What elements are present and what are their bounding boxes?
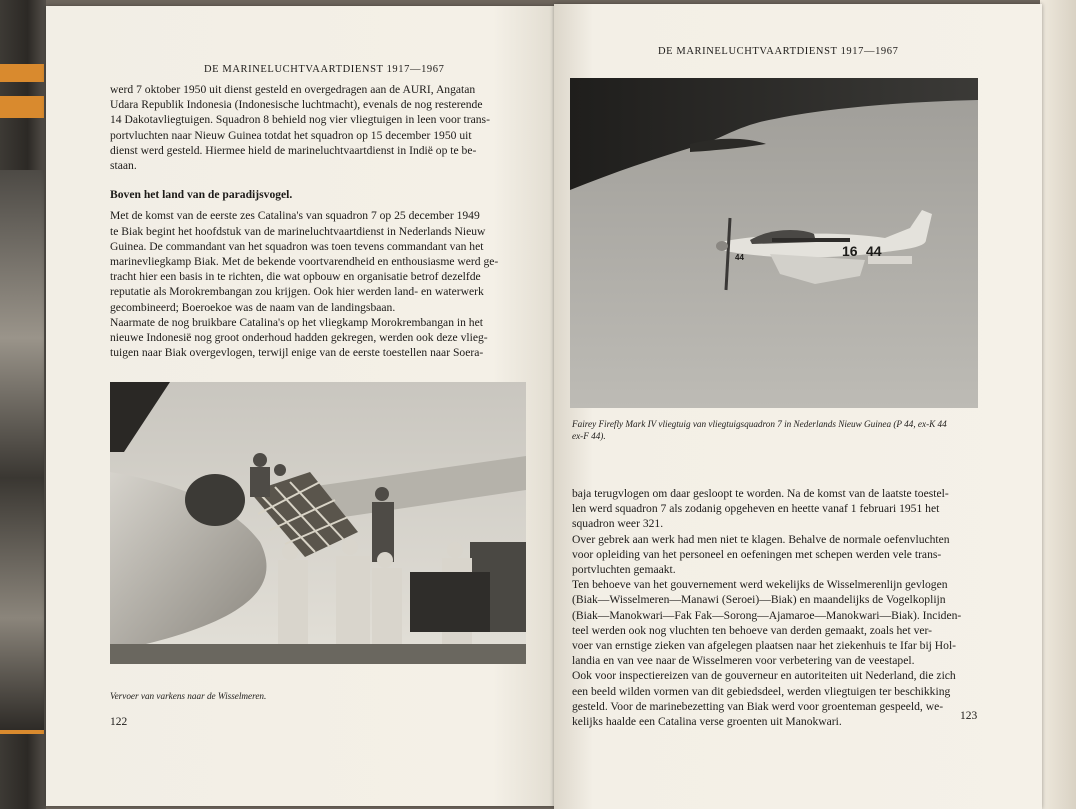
text-line: Udara Republik Indonesia (Indonesische luchtmacht), evenals de nog resterende (110, 98, 483, 112)
text-line: te Biak begint het hoofdstuk van de marineluchtvaartdienst in Nederlands Nieuw (110, 224, 486, 238)
text-line: tracht hier een basis in te richten, die wat opbouw en organisatie betrof dezelfde (110, 270, 481, 284)
photo-caption-right (572, 418, 980, 442)
text-line: reputatie als Morokrembangan zou krijgen. Ook hier werden land- en waterwerk (110, 285, 484, 299)
text-line: portvluchten naar Nieuw Guinea totdat het squadron op 15 december 1950 uit (110, 128, 472, 142)
text-line: (Biak—Manokwari—Fak Fak—Sorong—Ajamaroe—Manokwari—Biak). Inciden- (572, 608, 962, 622)
text-line: staan. (110, 159, 137, 173)
text-line: squadron weer 321. (572, 517, 664, 531)
left-page (46, 6, 554, 806)
text-line: Ten behoeve van het gouvernement werd wekelijks de Wisselmerenlijn gevlogen (572, 578, 948, 592)
photo-firefly-aircraft (570, 78, 978, 408)
text-line: baja terugvlogen om daar gesloopt te worden. Na de komst van de laatste toestel- (572, 487, 949, 500)
text-line: Met de komst van de eerste zes Catalina's van squadron 7 op 25 december 1949 (110, 209, 480, 223)
background-photo-strip (0, 170, 44, 730)
section-heading: Boven het land van de paradijsvogel. (110, 188, 293, 202)
caption-line: ex-F 44). (572, 431, 606, 441)
photo-caption-left: Vervoer van varkens naar de Wisselmeren. (110, 691, 267, 701)
aircraft-fin-code: 16 (842, 243, 858, 259)
text-line: teel werden ook nog vluchten ten behoeve van derden gemaakt, zoals het ver- (572, 623, 932, 637)
text-line: werd 7 oktober 1950 uit dienst gesteld en overgedragen aan de AURI, Angatan (110, 83, 476, 96)
right-page (554, 4, 1042, 809)
text-line: gecombineerd; Boeroekoe was de naam van de landingsbaan. (110, 300, 396, 314)
orange-book-spine (0, 96, 44, 118)
right-body-text (572, 486, 982, 729)
page-number-right: 123 (960, 710, 978, 722)
text-line: Naarmate de nog bruikbare Catalina's op het vliegkamp Morokrembangan in het (110, 315, 483, 329)
text-line: nieuwe Indonesië nog groot onderhoud hadden gekregen, werden ook deze vlieg- (110, 331, 488, 345)
text-line: Ook voor inspectiereizen van de gouverneur en autoriteiten uit Nederland, die zich (572, 669, 956, 683)
background-page-edges (1040, 0, 1076, 809)
orange-book-spine (0, 64, 44, 82)
text-line: len werd squadron 7 als zodanig opgeheven en heette vanaf 1 februari 1951 het (572, 502, 940, 516)
text-line: gesteld. Voor de marinebezetting van Biak werd voor groenteman gespeeld, we- (572, 699, 944, 713)
running-head-left: DE MARINELUCHTVAARTDIENST 1917—1967 (204, 64, 445, 75)
text-line: tuigen naar Biak overgevlogen, terwijl enige van de eerste toestellen naar Soera- (110, 346, 484, 360)
text-line: een beeld wilden vormen van dit gebiedsdeel, werden vliegtuigen ter beschikking (572, 684, 951, 698)
aircraft-nose-code: 44 (735, 253, 744, 262)
text-line: Guinea. De commandant van het squadron was toen tevens commandant van het (110, 239, 484, 253)
text-line: dienst werd gesteld. Hiermee hield de marineluchtvaartdienst in Indië op te be- (110, 143, 477, 157)
text-line: marinevliegkamp Biak. Met de bekende voortvarendheid en enthousiasme werd ge- (110, 255, 499, 269)
page-number-left: 122 (110, 716, 128, 728)
text-line: kelijks haalde een Catalina verse groenten uit Manokwari. (572, 715, 842, 729)
text-line: 14 Dakotavliegtuigen. Squadron 8 behield nog vier vliegtuigen in leen voor trans- (110, 113, 490, 127)
text-line: (Biak—Wisselmeren—Manawi (Seroei)—Biak) en maandelijks de Vogelkoplijn (572, 593, 946, 607)
text-line: voer van ernstige zieken van afgelegen plaatsen naar het ziekenhuis te Ifar bij Hol- (572, 639, 957, 653)
text-line: portvluchten gemaakt. (572, 563, 676, 577)
aircraft-fuselage-code: 44 (866, 243, 882, 259)
running-head-right: DE MARINELUCHTVAARTDIENST 1917—1967 (658, 46, 899, 57)
left-body-text (110, 82, 530, 360)
caption-line: Fairey Firefly Mark IV vliegtuig van vliegtuigsquadron 7 in Nederlands Nieuw Guinea (P 44, ex-K 44 (572, 419, 947, 429)
text-line: Over gebrek aan werk had men niet te klagen. Behalve de normale oefenvluchten (572, 532, 950, 546)
text-line: voor opleiding van het personeel en oefeningen met schepen werden vele trans- (572, 547, 942, 561)
photo-loading-pigs (110, 382, 526, 664)
text-line: landia en van vee naar de Wisselmeren voor verbetering van de veestapel. (572, 654, 915, 668)
